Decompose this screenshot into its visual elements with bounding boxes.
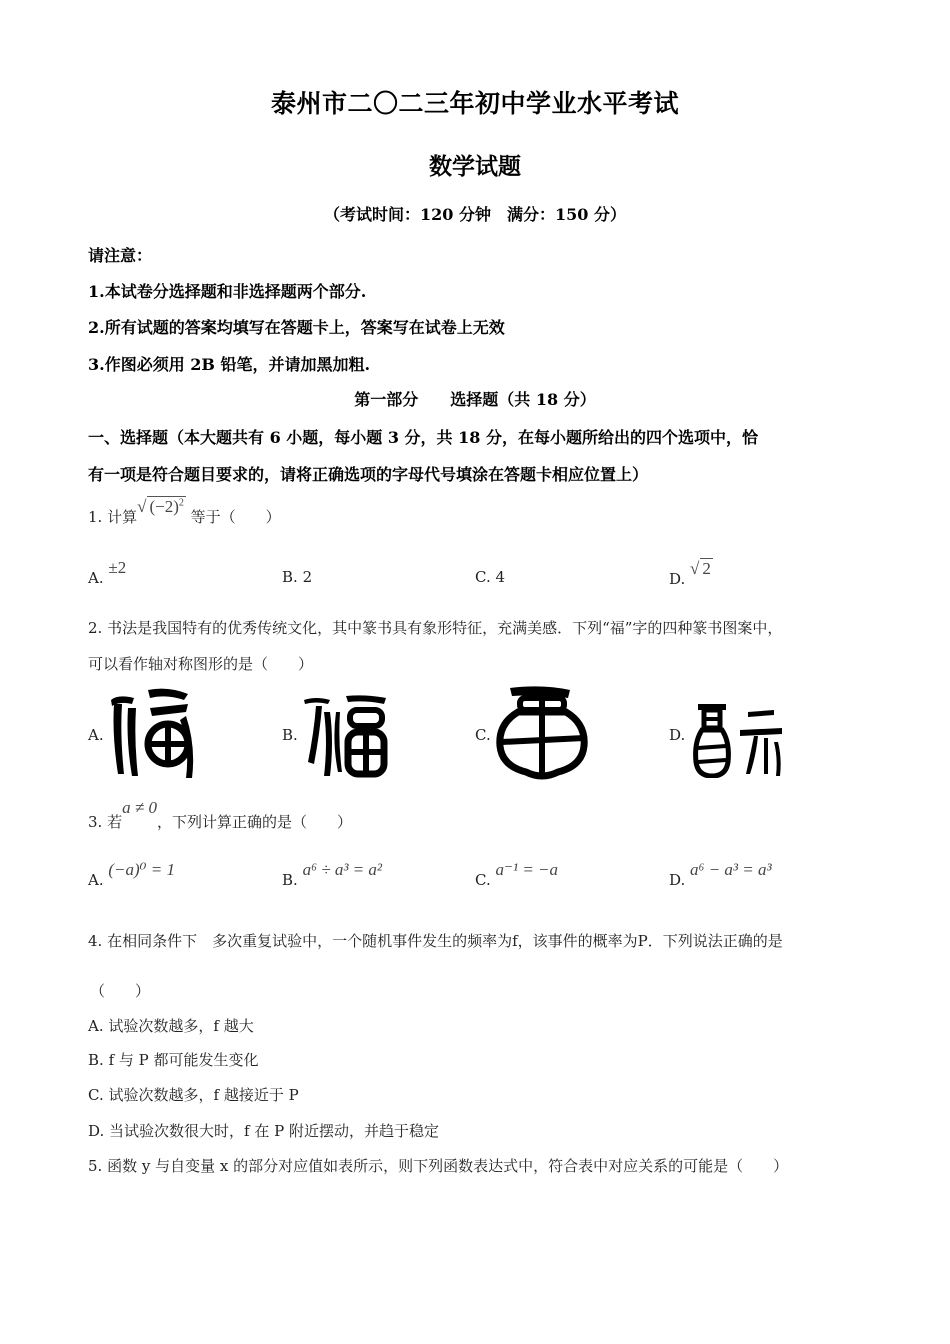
question-2-line2: 可以看作轴对称图形的是（ ） (88, 655, 314, 673)
question-2-line1: 2. 书法是我国特有的优秀传统文化，其中篆书具有象形特征，充满美感．下列“福”字的四种篆书图案中， (88, 619, 783, 637)
exam-info: （考试时间：120 分钟 满分：150 分） (324, 205, 626, 224)
question-4-line2: （ ） (90, 982, 151, 1000)
question-stem-prefix: 计算 (107, 508, 138, 526)
option-3d: D. a⁶ − a³ = a³ (669, 860, 772, 889)
option-3c: C. a⁻¹ = −a (475, 860, 559, 889)
option-4b: B. f 与 P 都可能发生变化 (88, 1051, 259, 1069)
question-number: 1. (88, 508, 103, 526)
option-1a: A. ±2 (88, 558, 127, 587)
seal-script-fu-b-icon (302, 692, 388, 778)
option-1b: B. 2 (282, 568, 313, 586)
notice-item-1: 1.本试卷分选择题和非选择题两个部分. (88, 282, 367, 301)
math-expression: √ $(-2)^2$ (137, 497, 184, 516)
question-4-line1: 4. 在相同条件下 多次重复试验中，一个随机事件发生的频率为f，该事件的概率为P．下列说法正确的是 (88, 932, 783, 950)
subject-title: 数学试题 (429, 153, 521, 180)
exam-title: 泰州市二〇二三年初中学业水平考试 (270, 89, 679, 118)
option-2c-label: C. (475, 726, 491, 744)
option-2d-label: D. (669, 726, 686, 744)
option-4d: D. 当试验次数很大时，f 在 P 附近摆动，并趋于稳定 (88, 1122, 439, 1140)
question-3: 3. 若a ≠ 0，下列计算正确的是（ ） (88, 798, 352, 831)
notice-heading: 请注意： (88, 246, 153, 265)
section1-instructions-line2: 有一项是符合题目要求的，请将正确选项的字母代号填涂在答题卡相应位置上） (88, 465, 649, 484)
question-stem-suffix: 等于（ ） (190, 508, 281, 526)
question-5: 5. 函数 y 与自变量 x 的部分对应值如表所示，则下列函数表达式中，符合表中对应关系的可能是（ ） (88, 1157, 789, 1175)
option-2b-label: B. (282, 726, 298, 744)
seal-script-fu-d-icon (692, 702, 784, 778)
seal-script-fu-c-icon (496, 684, 588, 780)
option-1c: C. 4 (475, 568, 506, 586)
option-1d: D. √ 2 (669, 559, 711, 588)
math-condition: a ≠ 0 (122, 798, 157, 817)
seal-script-fu-a-icon (108, 686, 198, 780)
part1-title: 第一部分 选择题（共 18 分） (354, 390, 596, 409)
question-1 (88, 497, 281, 527)
option-4a: A. 试验次数越多，f 越大 (88, 1017, 254, 1035)
notice-item-2: 2.所有试题的答案均填写在答题卡上，答案写在试卷上无效 (88, 318, 505, 337)
option-3a: A. (−a)⁰ = 1 (88, 860, 175, 889)
notice-item-3: 3.作图必须用 2B 铅笔，并请加黑加粗. (88, 355, 371, 374)
option-3b: B. a⁶ ÷ a³ = a² (282, 860, 382, 889)
option-2a-label: A. (88, 726, 104, 744)
section1-instructions-line1: 一、选择题（本大题共有 6 小题，每小题 3 分，共 18 分，在每小题所给出的四个选项中，恰 (88, 428, 758, 447)
option-4c: C. 试验次数越多，f 越接近于 P (88, 1086, 299, 1104)
